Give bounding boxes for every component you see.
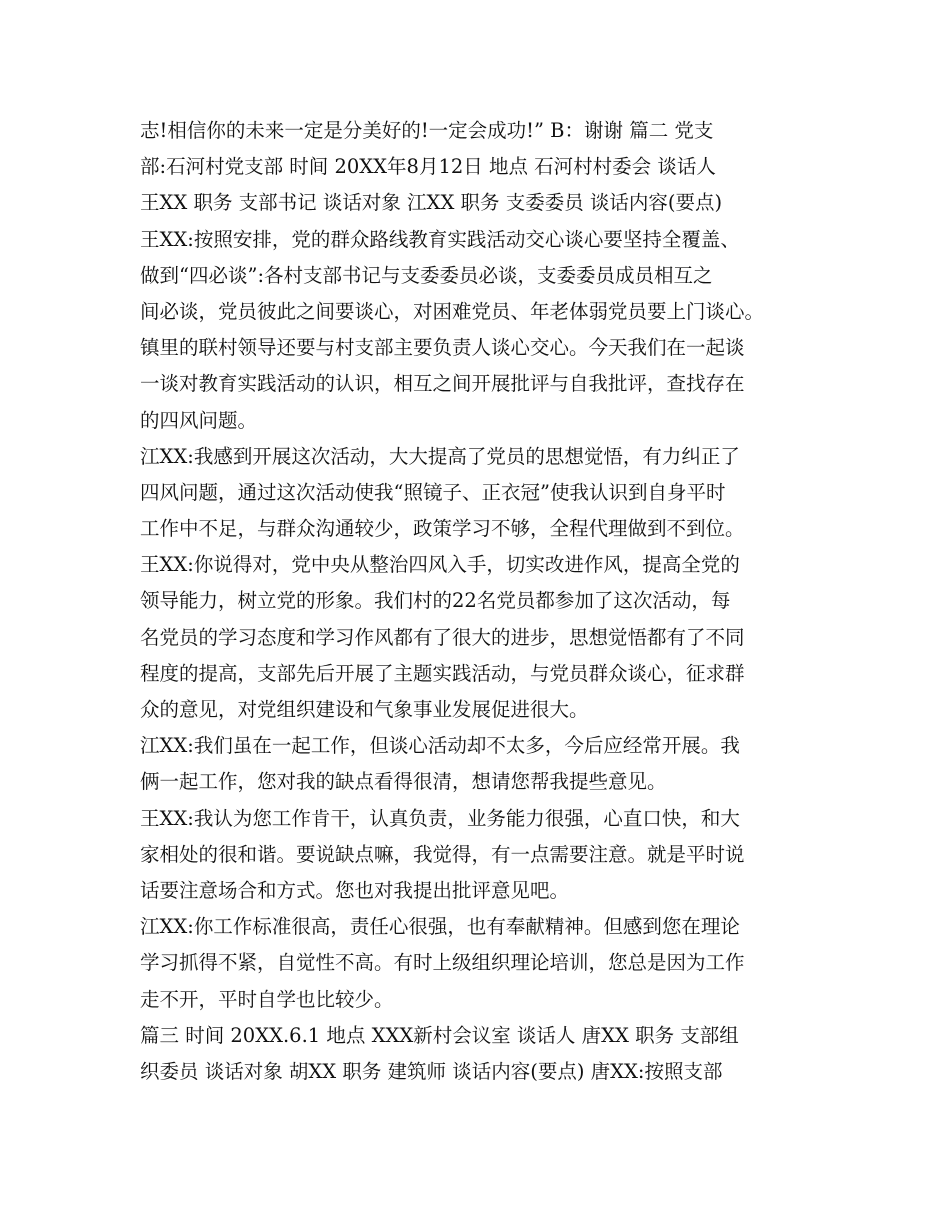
- text-line: 王XX:按照安排，党的群众路线教育实践活动交心谈心要坚持全覆盖、: [140, 227, 740, 251]
- text-line: 家相处的很和谐。要说缺点嘛，我觉得，有一点需要注意。就是平时说: [140, 842, 745, 866]
- text-line: 众的意见，对党组织建设和气象事业发展促进很大。: [140, 698, 589, 721]
- text-line: 名党员的学习态度和学习作风都有了很大的进步，思想觉悟都有了不同: [140, 625, 745, 649]
- text-line: 一谈对教育实践活动的认识，相互之间开展批评与自我批评，查找存在: [140, 372, 745, 396]
- text-line: 程度的提高，支部先后开展了主题实践活动，与党员群众谈心，征求群: [140, 661, 745, 685]
- text-line: 的四风问题。: [140, 408, 258, 432]
- text-line: 工作中不足，与群众沟通较少，政策学习不够，全程代理做到不到位。: [140, 517, 745, 541]
- text-line: 江XX:你工作标准很高，责任心很强，也有奉献精神。但感到您在理论: [140, 915, 740, 939]
- text-line: 江XX:我们虽在一起工作，但谈心活动却不太多，今后应经常开展。我: [140, 734, 740, 758]
- text-line: 王XX:你说得对，党中央从整治四风入手，切实改进作风，提高全党的: [140, 553, 740, 577]
- text-line: 镇里的联村领导还要与村支部主要负责人谈心交心。今天我们在一起谈: [140, 336, 745, 360]
- text-line: 话要注意场合和方式。您也对我提出批评意见吧。: [140, 878, 570, 902]
- text-line: 俩一起工作，您对我的缺点看得很清，想请您帮我提些意见。: [140, 770, 667, 794]
- text-line: 领导能力，树立党的形象。我们村的22名党员都参加了这次活动，每: [140, 589, 731, 613]
- text-line: 王XX 职务 支部书记 谈话对象 江XX 职务 支委委员 谈话内容(要点): [140, 191, 723, 215]
- text-line: 间必谈，党员彼此之间要谈心，对困难党员、年老体弱党员要上门谈心。: [140, 299, 765, 323]
- text-line: 志!相信你的未来一定是分美好的!一定会成功!” B：谢谢 篇二 党支: [140, 119, 714, 142]
- text-line: 部:石河村党支部 时间 20XX年8月12日 地点 石河村村委会 谈话人: [140, 155, 716, 179]
- text-line: 王XX:我认为您工作肯干，认真负责，业务能力很强，心直口快，和大: [140, 806, 740, 830]
- text-line: 织委员 谈话对象 胡XX 职务 建筑师 谈话内容(要点) 唐XX:按照支部: [140, 1059, 723, 1083]
- text-line: 做到“四必谈”:各村支部书记与支委委员必谈，支委委员成员相互之: [140, 263, 713, 287]
- text-line: 四风问题，通过这次活动使我“照镜子、正衣冠”使我认识到自身平时: [140, 480, 726, 504]
- text-line: 走不开，平时自学也比较少。: [140, 987, 394, 1011]
- text-line: 学习抓得不紧，自觉性不高。有时上级组织理论培训，您总是因为工作: [140, 951, 745, 975]
- text-line: 篇三 时间 20XX.6.1 地点 XXX新村会议室 谈话人 唐XX 职务 支部组: [140, 1023, 739, 1047]
- document-body: [140, 113, 840, 1090]
- text-line: 江XX:我感到开展这次活动，大大提高了党员的思想觉悟，有力纠正了: [140, 444, 740, 468]
